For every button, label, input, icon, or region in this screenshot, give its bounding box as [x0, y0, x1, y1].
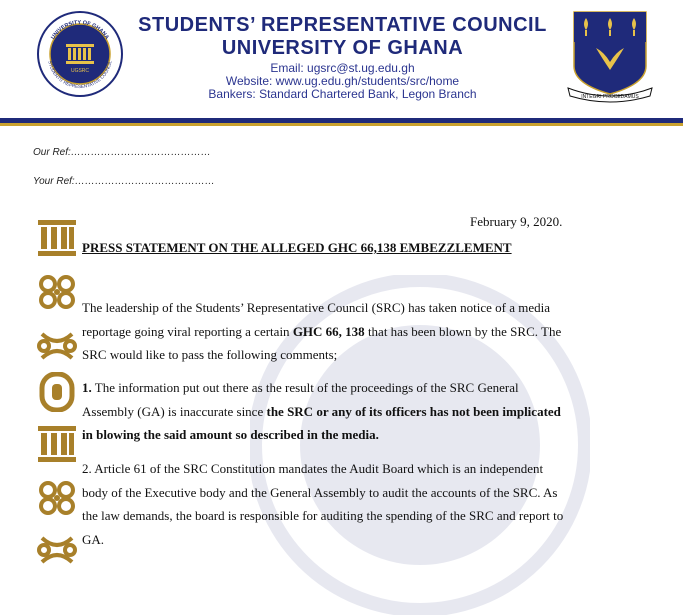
text-line: The leadership of the Students’ Representative Council (SRC) has taken notice of a media	[82, 300, 550, 315]
text-line: the law demands, the board is responsible for auditing the spending of the SRC and report to	[82, 508, 564, 523]
text-line: body of the Executive body and the General Assembly to audit the accounts of the SRC. As	[82, 484, 558, 500]
svg-text:UNIVERSITY OF GHANA: UNIVERSITY OF GHANA	[50, 19, 110, 41]
paragraph-point-1	[82, 376, 602, 447]
header-rule-gold	[0, 123, 683, 126]
pillars-icon	[36, 424, 78, 464]
website-line: Website: www.ug.edu.gh/students/src/home	[225, 74, 460, 88]
paragraph-intro	[82, 296, 602, 367]
university-name: UNIVERSITY OF GHANA	[221, 37, 464, 59]
knot-icon	[36, 326, 78, 366]
text-line: in blowing the said amount so described in the media.	[82, 427, 379, 442]
our-ref-field: Our Ref:……………………………………	[33, 147, 211, 158]
letter-date: February 9, 2020.	[470, 214, 563, 229]
knot-icon	[36, 478, 78, 518]
council-name: STUDENTS’ REPRESENTATIVE COUNCIL	[138, 14, 547, 36]
press-statement-heading: PRESS STATEMENT ON THE ALLEGED GHC 66,138 EMBEZZLEMENT	[82, 240, 512, 255]
paragraph-point-2	[82, 457, 602, 551]
knot-icon	[36, 530, 78, 570]
bankers-line: Bankers: Standard Chartered Bank, Legon Branch	[208, 87, 477, 101]
svg-text:INTEGRI PROCEDAMUS: INTEGRI PROCEDAMUS	[581, 94, 639, 100]
text-line: Assembly (GA) is inaccurate since the SRC or any of its officers has not been implicated	[82, 403, 561, 419]
svg-text:STUDENTS' REPRESENTATIVE COUNC: STUDENTS' REPRESENTATIVE COUNCIL	[47, 60, 113, 90]
email-line: Email: ugsrc@st.ug.edu.gh	[270, 61, 415, 75]
your-ref-field: Your Ref:……………………………………	[33, 176, 215, 187]
amount-text: GHC 66, 138	[292, 323, 365, 339]
src-logo	[36, 10, 124, 98]
text-line: GA.	[82, 531, 105, 547]
text-line: SRC would like to pass the following comments;	[82, 347, 338, 362]
oval-symbol-icon	[36, 372, 78, 412]
pillars-icon	[36, 218, 78, 258]
text-line: 1. The information put out there as the result of the proceedings of the SRC General	[82, 380, 519, 395]
text-line: reportage going viral reporting a certain GHC 66, 138 that has been blown by the SRC. The	[82, 323, 562, 339]
knot-icon	[36, 272, 78, 312]
svg-text:UGSRC: UGSRC	[70, 68, 90, 74]
text-line: 2. Article 61 of the SRC Constitution mandates the Audit Board which is an independent	[82, 461, 544, 476]
university-crest	[566, 8, 654, 104]
